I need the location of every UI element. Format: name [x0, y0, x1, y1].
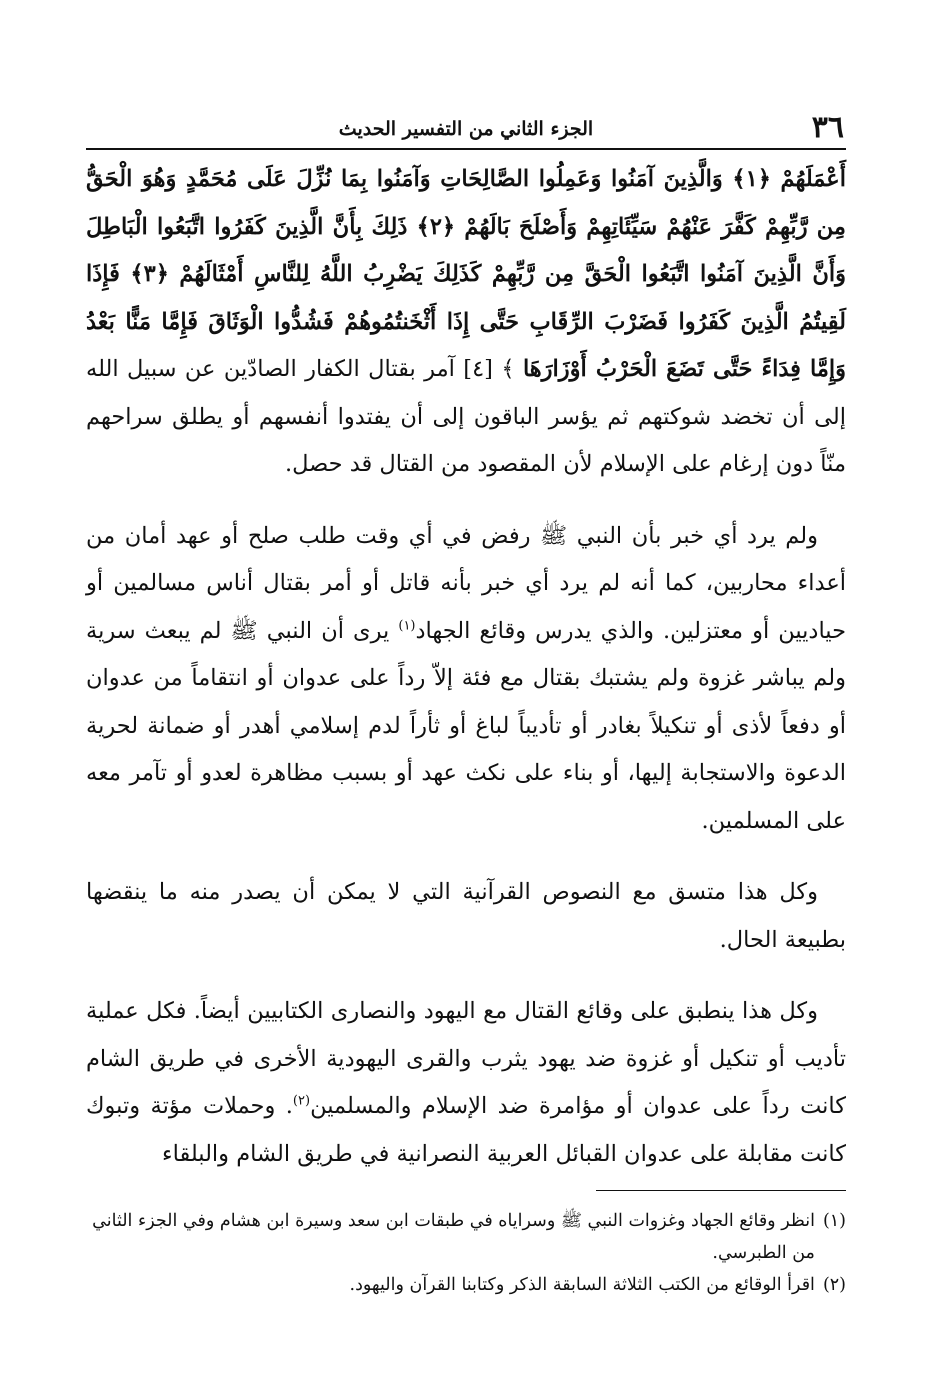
body-text — [86, 156, 846, 1178]
paragraph-2-text-a: ولم يرد أي خبر بأن النبي ﷺ رفض في أي وقت طلب صلح أو عهد أمان من أعداء محاربين، كما أنه لم يرد أي خبر بأنه قاتل أو أمر بقتال أناس مسالمين أو حياديين أو معتزلين. والذي يدرس وقائع الجهاد — [86, 522, 846, 644]
header-rule — [86, 148, 846, 150]
paragraph-2-text-b: يرى أن النبي ﷺ لم يبعث سرية ولم يباشر غزوة ولم يشتبك بقتال مع فئة إلاّ رداً على عدوان أو انتقاماً من عدوان أو دفعاً لأذى أو تنكيلاً بغادر أو تأديباً لباغ أو ثأراً لدم إسلامي أهدر أو ضمانة لحرية الدعوة والاستجابة إليها، أو بناء على نكث عهد أو بسبب مظاهرة لعدو أو تآمر معه على المسلمين. — [86, 617, 846, 834]
verse-closing-ornament: ﴾ — [501, 356, 515, 382]
page-number: ٣٦ — [811, 110, 844, 145]
footnotes — [86, 1205, 846, 1301]
footnote-2 — [86, 1269, 846, 1301]
book-page — [86, 110, 846, 1301]
quran-verses: أَعْمَلَهُمْ ﴿١﴾ وَالَّذِينَ آمَنُوا وَعَمِلُوا الصَّالِحَاتِ وَآمَنُوا بِمَا نُزِّلَ عَلَى مُحَمَّدٍ وَهُوَ الْحَقُّ مِن رَّبِّهِمْ كَفَّرَ عَنْهُمْ سَيِّئَاتِهِمْ وَأَصْلَحَ بَالَهُمْ ﴿٢﴾ ذَلِكَ بِأَنَّ الَّذِينَ كَفَرُوا اتَّبَعُوا الْبَاطِلَ وَأَنَّ الَّذِينَ آمَنُوا اتَّبَعُوا الْحَقَّ مِن رَّبِّهِمْ كَذَلِكَ يَضْرِبُ اللَّهُ لِلنَّاسِ أَمْثَالَهُمْ ﴿٣﴾ فَإِذَا لَقِيتُمُ الَّذِينَ كَفَرُوا فَضَرْبَ الرِّقَابِ حَتَّى إِذَا أَثْخَنتُمُوهُمْ فَشُدُّوا الْوَثَاقَ فَإِمَّا مَنًّا بَعْدُ وَإِمَّا فِدَاءً حَتَّى تَضَعَ الْحَرْبُ أَوْزَارَهَا — [86, 166, 847, 382]
verse-marker: [٤] — [463, 356, 493, 382]
paragraph-quran-commentary — [86, 156, 846, 489]
footnote-text: اقرأ الوقائع من الكتب الثلاثة السابقة الذكر وكتابنا القرآن واليهود. — [349, 1275, 815, 1295]
footnote-separator — [596, 1190, 846, 1191]
paragraph-4-text-b: . وحملات مؤتة وتبوك كانت مقابلة على عدوان القبائل العربية النصرانية في طريق الشام والبلقاء — [86, 1093, 846, 1167]
paragraph-4-text-a: وكل هذا ينطبق على وقائع القتال مع اليهود والنصارى الكتابيين أيضاً. فكل عملية تأديب أو تنكيل أو غزوة ضد يهود يثرب والقرى اليهودية الأخرى في طريق الشام كانت رداً على عدوان أو مؤامرة ضد الإسلام والمسلمين — [86, 998, 846, 1119]
page-header — [86, 110, 846, 146]
footnote-ref-2[interactable]: (٢) — [292, 1093, 311, 1109]
footnote-text: انظر وقائع الجهاد وغزوات النبي ﷺ وسراياه في طبقات ابن سعد وسيرة ابن هشام وفي الجزء الثاني من الطبرسي. — [92, 1211, 815, 1263]
paragraph-4 — [86, 988, 846, 1178]
footnote-ref-1[interactable]: (١) — [398, 618, 416, 633]
paragraph-3: وكل هذا متسق مع النصوص القرآنية التي لا يمكن أن يصدر منه ما ينقضها بطبيعة الحال. — [86, 879, 846, 953]
paragraph-2 — [86, 513, 846, 846]
footnote-1 — [86, 1205, 846, 1269]
commentary-text: آمر بقتال الكفار الصادّين عن سبيل الله إلى أن تخضد شوكتهم ثم يؤسر الباقون إلى أن يفتدوا أنفسهم أو يطلق سراحهم منّاً دون إرغام على الإسلام لأن المقصود من القتال قد حصل. — [86, 356, 846, 477]
running-title: الجزء الثاني من التفسير الحديث — [338, 118, 594, 140]
footnote-number: (٢) — [822, 1275, 846, 1295]
footnote-number: (١) — [822, 1211, 846, 1231]
